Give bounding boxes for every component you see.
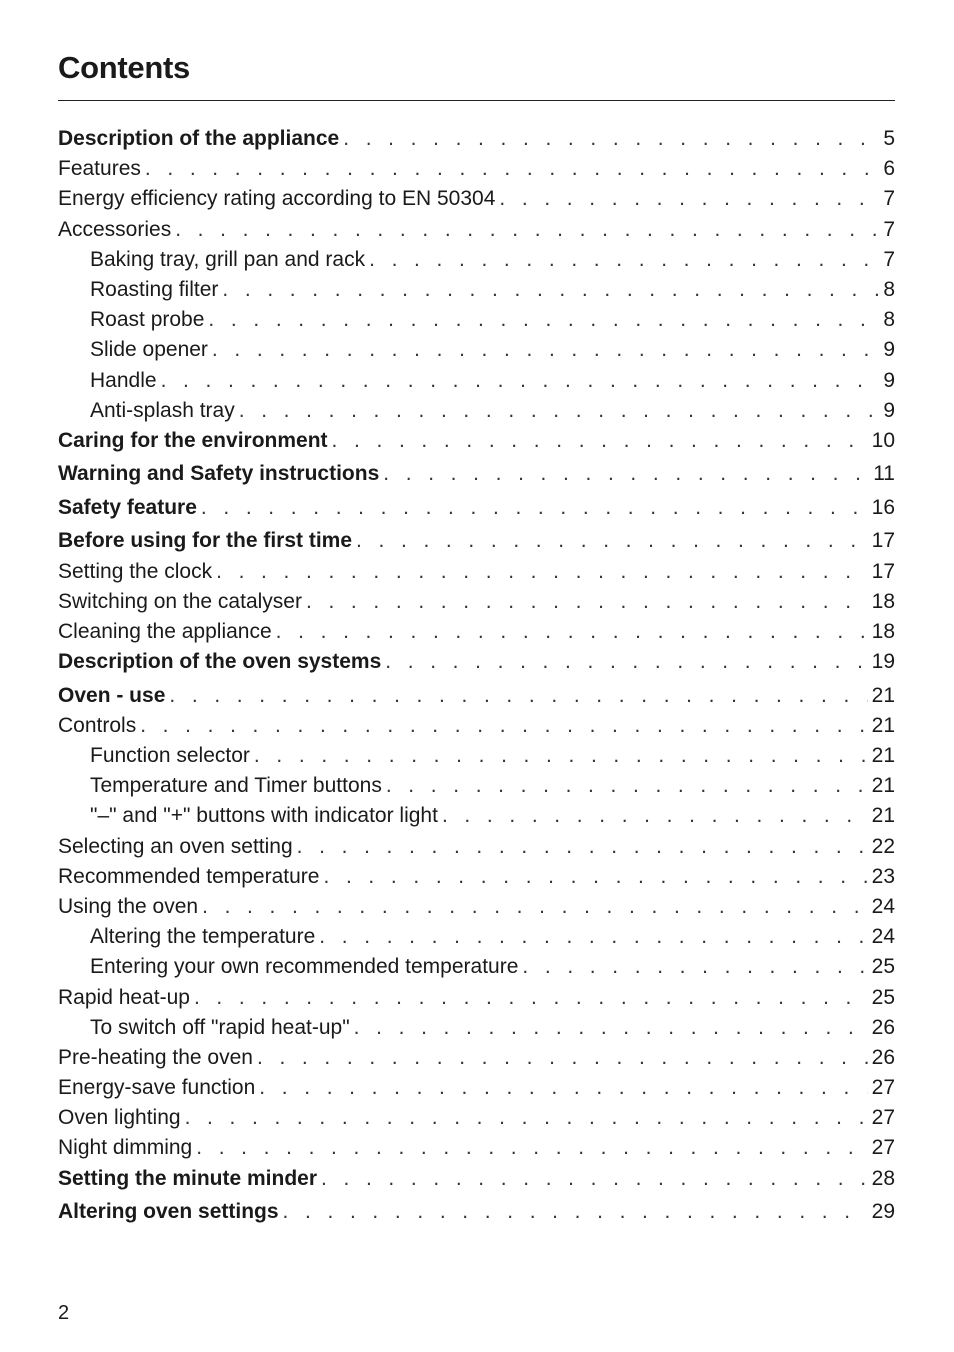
toc-entry-page: 11 bbox=[873, 462, 895, 486]
toc-entry[interactable] bbox=[58, 650, 895, 684]
toc-leader-dots bbox=[321, 1167, 868, 1191]
toc-entry[interactable] bbox=[58, 560, 895, 590]
toc-entry-page: 28 bbox=[871, 1166, 895, 1190]
toc-leader-dots bbox=[140, 714, 867, 738]
toc-entry[interactable] bbox=[58, 1136, 895, 1166]
toc-entry-label: Pre-heating the oven bbox=[58, 1045, 253, 1069]
toc-entry-label: Features bbox=[58, 157, 141, 181]
toc-entry[interactable] bbox=[58, 714, 895, 744]
toc-leader-dots bbox=[283, 1200, 868, 1224]
toc-entry-label: Recommended temperature bbox=[58, 864, 320, 888]
toc-entry-label: Slide opener bbox=[90, 338, 208, 362]
toc-leader-dots bbox=[208, 308, 879, 332]
toc-leader-dots bbox=[161, 369, 880, 393]
toc-entry[interactable] bbox=[58, 684, 895, 718]
toc-entry-page: 8 bbox=[883, 277, 895, 301]
toc-leader-dots bbox=[385, 650, 867, 674]
toc-entry[interactable] bbox=[58, 529, 895, 563]
toc-entry[interactable] bbox=[58, 1167, 895, 1201]
toc-entry[interactable] bbox=[58, 804, 895, 834]
toc-entry[interactable] bbox=[58, 369, 895, 399]
toc-entry[interactable] bbox=[58, 127, 895, 161]
toc-entry-page: 25 bbox=[871, 985, 895, 1009]
toc-entry[interactable] bbox=[58, 986, 895, 1016]
toc-entry-page: 16 bbox=[871, 495, 895, 519]
toc-entry-page: 9 bbox=[883, 368, 895, 392]
toc-leader-dots bbox=[499, 187, 879, 211]
toc-leader-dots bbox=[306, 590, 868, 614]
toc-entry-label: "–" and "+" buttons with indicator light bbox=[90, 804, 438, 828]
toc-entry-page: 21 bbox=[871, 744, 895, 768]
toc-leader-dots bbox=[216, 560, 868, 584]
toc-leader-dots bbox=[276, 620, 868, 644]
toc-leader-dots bbox=[202, 895, 868, 919]
toc-entry-page: 19 bbox=[871, 650, 895, 674]
toc-leader-dots bbox=[212, 338, 879, 362]
toc-entry-label: Function selector bbox=[90, 744, 250, 768]
toc-entry-label: Warning and Safety instructions bbox=[58, 462, 380, 486]
toc-leader-dots bbox=[254, 744, 868, 768]
toc-entry-page: 18 bbox=[871, 619, 895, 643]
toc-entry-page: 5 bbox=[883, 127, 895, 150]
toc-entry[interactable] bbox=[58, 1076, 895, 1106]
table-of-contents bbox=[58, 127, 895, 1234]
toc-entry[interactable] bbox=[58, 157, 895, 187]
toc-leader-dots bbox=[239, 399, 880, 423]
toc-entry-page: 9 bbox=[883, 398, 895, 422]
toc-entry-page: 18 bbox=[871, 589, 895, 613]
toc-entry-page: 21 bbox=[871, 683, 895, 707]
toc-leader-dots bbox=[169, 684, 867, 708]
toc-entry-label: Baking tray, grill pan and rack bbox=[90, 247, 366, 271]
toc-entry-label: Rapid heat-up bbox=[58, 985, 190, 1009]
toc-leader-dots bbox=[297, 835, 868, 859]
toc-entry[interactable] bbox=[58, 218, 895, 248]
toc-entry-page: 24 bbox=[871, 894, 895, 918]
toc-entry-page: 26 bbox=[871, 1015, 895, 1039]
toc-entry-label: Oven - use bbox=[58, 683, 166, 707]
toc-entry-page: 9 bbox=[883, 338, 895, 362]
toc-entry-page: 22 bbox=[871, 834, 895, 858]
toc-entry[interactable] bbox=[58, 462, 895, 496]
toc-entry-label: Oven lighting bbox=[58, 1106, 181, 1130]
toc-entry[interactable] bbox=[58, 308, 895, 338]
toc-entry-page: 21 bbox=[871, 713, 895, 737]
toc-leader-dots bbox=[442, 804, 868, 828]
toc-entry[interactable] bbox=[58, 1016, 895, 1046]
title-divider bbox=[58, 100, 895, 101]
toc-entry[interactable] bbox=[58, 1200, 895, 1234]
toc-leader-dots bbox=[259, 1076, 867, 1100]
toc-leader-dots bbox=[319, 925, 867, 949]
toc-entry-label: Anti-splash tray bbox=[90, 398, 235, 422]
toc-leader-dots bbox=[343, 127, 879, 151]
toc-entry-label: Setting the minute minder bbox=[58, 1166, 318, 1190]
toc-entry[interactable] bbox=[58, 1046, 895, 1076]
toc-leader-dots bbox=[522, 955, 867, 979]
toc-leader-dots bbox=[354, 1016, 868, 1040]
toc-entry-page: 17 bbox=[871, 529, 895, 553]
toc-entry-label: Night dimming bbox=[58, 1136, 193, 1160]
toc-leader-dots bbox=[145, 157, 879, 181]
toc-entry[interactable] bbox=[58, 955, 895, 985]
toc-entry[interactable] bbox=[58, 187, 895, 217]
toc-entry[interactable] bbox=[58, 865, 895, 895]
toc-entry-label: Altering the temperature bbox=[90, 925, 316, 949]
toc-entry-page: 10 bbox=[871, 428, 895, 452]
toc-entry-page: 29 bbox=[871, 1200, 895, 1224]
toc-entry-label: Description of the oven systems bbox=[58, 650, 382, 674]
page-number: 2 bbox=[58, 1302, 70, 1324]
toc-entry-label: Entering your own recommended temperature bbox=[90, 955, 519, 979]
toc-entry[interactable] bbox=[58, 744, 895, 774]
toc-entry[interactable] bbox=[58, 248, 895, 278]
toc-entry[interactable] bbox=[58, 620, 895, 650]
toc-entry-page: 7 bbox=[883, 187, 895, 211]
toc-entry-page: 21 bbox=[871, 804, 895, 828]
toc-entry[interactable] bbox=[58, 835, 895, 865]
toc-leader-dots bbox=[201, 496, 868, 520]
toc-entry-page: 27 bbox=[871, 1136, 895, 1160]
toc-entry-label: Cleaning the appliance bbox=[58, 619, 272, 643]
toc-entry-label: Temperature and Timer buttons bbox=[90, 774, 382, 798]
toc-entry[interactable] bbox=[58, 590, 895, 620]
toc-entry-page: 27 bbox=[871, 1106, 895, 1130]
toc-entry-label: Caring for the environment bbox=[58, 428, 328, 452]
toc-entry[interactable] bbox=[58, 496, 895, 530]
toc-leader-dots bbox=[369, 248, 879, 272]
toc-entry-label: Accessories bbox=[58, 217, 172, 241]
toc-leader-dots bbox=[222, 278, 879, 302]
toc-entry-label: Controls bbox=[58, 713, 137, 737]
toc-entry-page: 7 bbox=[883, 247, 895, 271]
toc-entry-label: To switch off "rapid heat-up" bbox=[90, 1015, 350, 1039]
toc-leader-dots bbox=[332, 429, 868, 453]
toc-entry[interactable] bbox=[58, 278, 895, 308]
toc-entry-label: Before using for the first time bbox=[58, 529, 353, 553]
toc-entry-label: Roast probe bbox=[90, 308, 205, 332]
toc-entry-page: 27 bbox=[871, 1076, 895, 1100]
toc-entry-label: Energy-save function bbox=[58, 1076, 256, 1100]
toc-entry-page: 21 bbox=[871, 774, 895, 798]
toc-entry-label: Energy efficiency rating according to EN 50304 bbox=[58, 187, 496, 211]
toc-entry-label: Selecting an oven setting bbox=[58, 834, 293, 858]
page-title: Contents bbox=[58, 50, 190, 85]
toc-entry-label: Safety feature bbox=[58, 495, 197, 519]
toc-leader-dots bbox=[323, 865, 867, 889]
toc-entry-page: 26 bbox=[871, 1045, 895, 1069]
toc-entry[interactable] bbox=[58, 429, 895, 463]
toc-entry-page: 17 bbox=[871, 559, 895, 583]
toc-entry-page: 8 bbox=[883, 308, 895, 332]
toc-entry-page: 6 bbox=[883, 157, 895, 181]
toc-leader-dots bbox=[383, 462, 869, 486]
toc-entry-page: 7 bbox=[883, 217, 895, 241]
toc-entry[interactable] bbox=[58, 399, 895, 429]
toc-entry[interactable] bbox=[58, 774, 895, 804]
toc-leader-dots bbox=[194, 986, 868, 1010]
toc-entry-label: Handle bbox=[90, 368, 157, 392]
toc-entry[interactable] bbox=[58, 895, 895, 925]
toc-entry-page: 25 bbox=[871, 955, 895, 979]
toc-entry-label: Description of the appliance bbox=[58, 127, 340, 150]
toc-entry-label: Setting the clock bbox=[58, 559, 213, 583]
toc-entry-page: 24 bbox=[871, 925, 895, 949]
toc-entry[interactable] bbox=[58, 925, 895, 955]
toc-leader-dots bbox=[257, 1046, 868, 1070]
toc-leader-dots bbox=[386, 774, 868, 798]
toc-entry[interactable] bbox=[58, 338, 895, 368]
toc-leader-dots bbox=[356, 529, 868, 553]
toc-entry-label: Roasting filter bbox=[90, 277, 219, 301]
toc-leader-dots bbox=[185, 1106, 868, 1130]
toc-entry[interactable] bbox=[58, 1106, 895, 1136]
toc-entry-page: 23 bbox=[871, 864, 895, 888]
toc-leader-dots bbox=[196, 1136, 867, 1160]
toc-entry-label: Altering oven settings bbox=[58, 1200, 279, 1224]
toc-leader-dots bbox=[175, 218, 879, 242]
toc-entry-label: Switching on the catalyser bbox=[58, 589, 302, 613]
toc-entry-label: Using the oven bbox=[58, 894, 199, 918]
